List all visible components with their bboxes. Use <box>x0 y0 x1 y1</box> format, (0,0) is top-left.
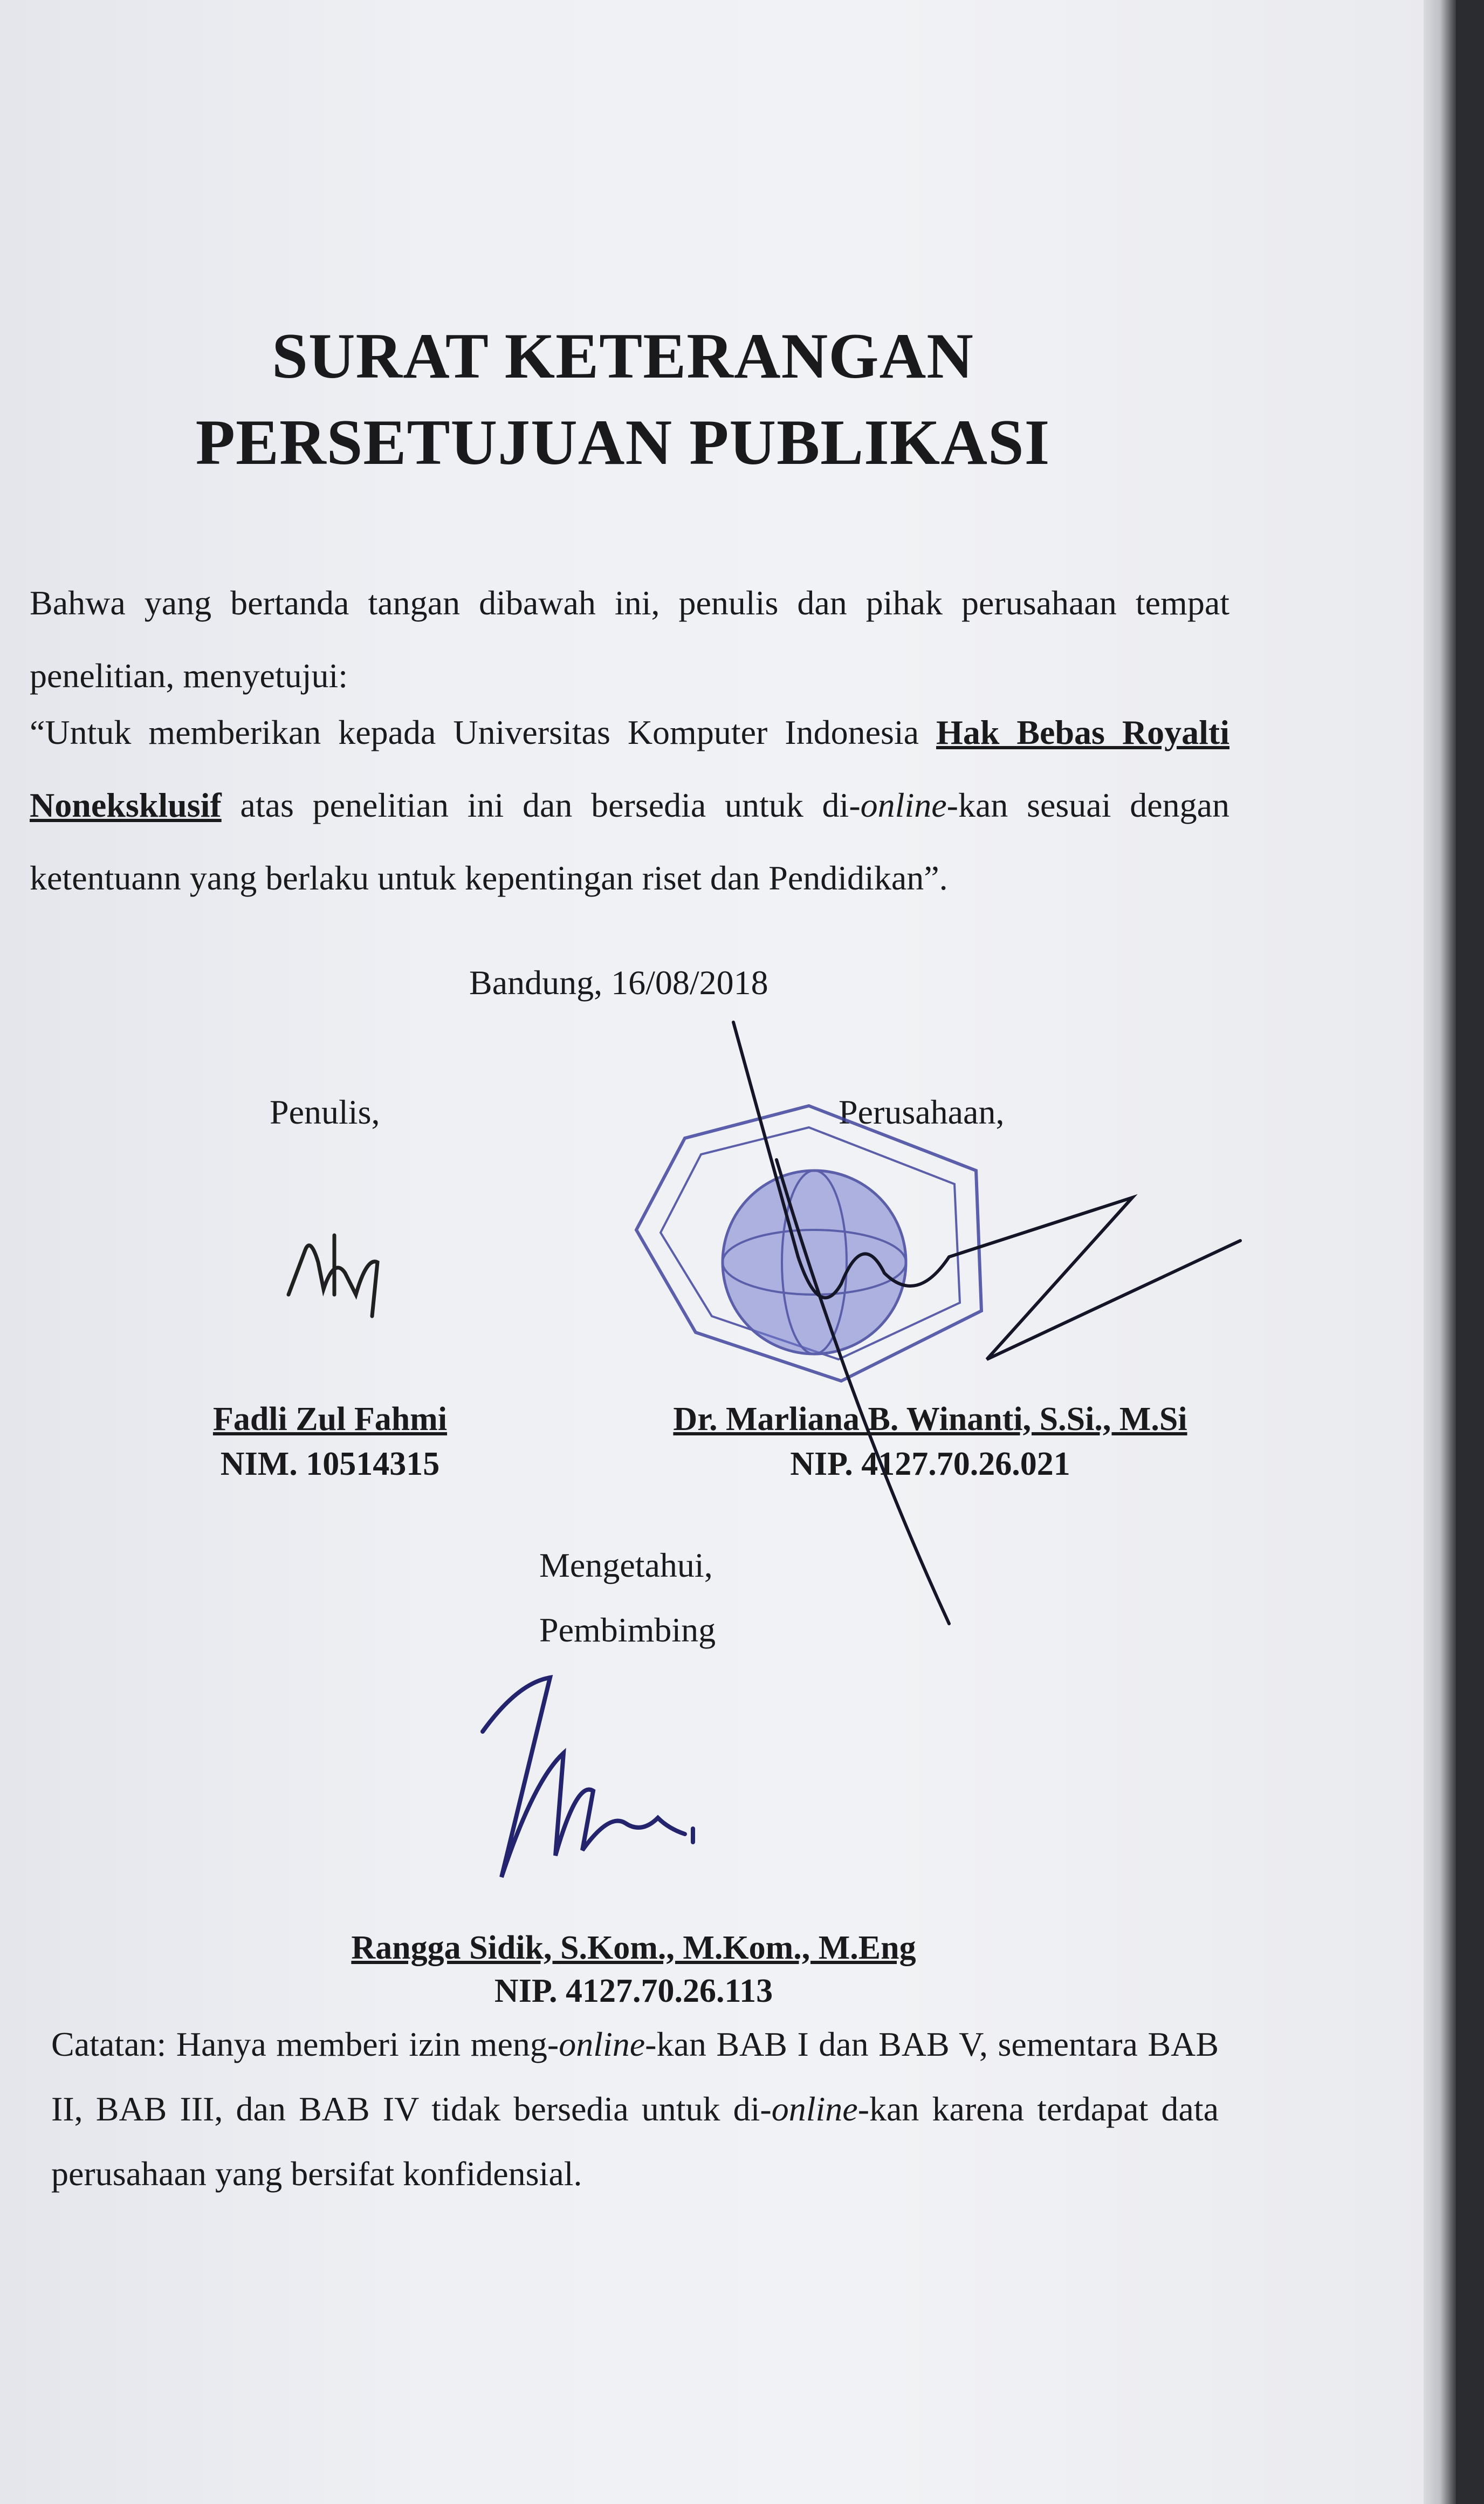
author-name: Fadli Zul Fahmi <box>212 1401 448 1438</box>
page-edge <box>1424 0 1456 2504</box>
supervisor-nip: NIP. 4127.70.26.113 <box>494 1973 773 2009</box>
author-nim: NIM. 10514315 <box>220 1446 440 1482</box>
company-representative-name: Dr. Marliana B. Winanti, S.Si., M.Si <box>673 1401 1187 1438</box>
company-representative-nip: NIP. 4127.70.26.021 <box>790 1446 1070 1482</box>
document-title-line-2: PERSETUJUAN PUBLIKASI <box>195 406 1050 478</box>
note-online-word-1: online <box>559 2025 645 2063</box>
acknowledge-label: Mengetahui, <box>539 1546 713 1584</box>
statement-part-3: -kan sesuai dengan ketentuann yang berlaku untuk kepentingan riset dan Pendidikan”. <box>30 786 1230 897</box>
note-part-3: -kan karena terdapat data perusahaan yang bersifat konfidensial. <box>51 2090 1219 2193</box>
note-paragraph <box>51 2012 1219 2206</box>
statement-online-word: online <box>860 786 947 824</box>
author-signature <box>288 1235 377 1316</box>
author-role-label: Penulis, <box>270 1093 380 1131</box>
company-signature <box>733 1022 1240 1624</box>
document-title-line-1: SURAT KETERANGAN <box>272 320 974 392</box>
statement-part-2: atas penelitian ini dan bersedia untuk di- <box>221 786 861 824</box>
statement-part-1: “Untuk memberikan kepada Universitas Komputer Indonesia <box>30 713 937 751</box>
supervisor-role-label: Pembimbing <box>539 1611 716 1649</box>
note-online-word-2: online <box>771 2090 858 2128</box>
place-date: Bandung, 16/08/2018 <box>469 963 768 1002</box>
royalty-right-phrase: Hak Bebas Royalti Noneksklusif <box>30 713 1229 824</box>
note-part-2: -kan BAB I dan BAB V, sementara BAB II, BAB III, dan BAB IV tidak bersedia untuk di- <box>51 2025 1219 2128</box>
note-part-1: Catatan: Hanya memberi izin meng- <box>51 2025 559 2063</box>
intro-text: Bahwa yang bertanda tangan dibawah ini, penulis dan pihak perusahaan tempat penelitian, menyetujui: <box>30 584 1229 695</box>
supervisor-name: Rangga Sidik, S.Kom., M.Kom., M.Eng <box>351 1930 916 1966</box>
supervisor-signature <box>483 1678 693 1877</box>
company-role-label: Perusahaan, <box>839 1093 1005 1131</box>
